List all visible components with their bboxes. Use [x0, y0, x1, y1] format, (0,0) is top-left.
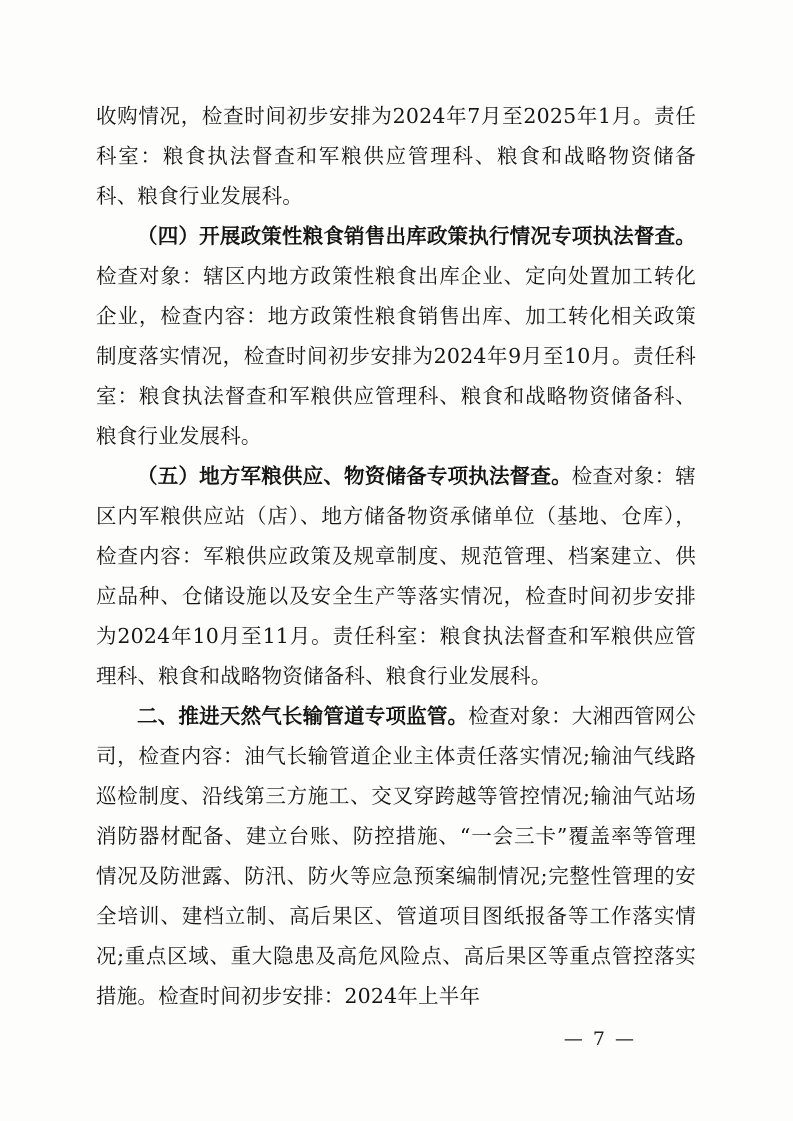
- paragraph-1: [96, 96, 696, 216]
- paragraph-3-text: 检查对象：辖区内军粮供应站（店）、地方储备物资承储单位（基地、仓库），检查内容：军粮供应政策及规章制度、规范管理、档案建立、供应品种、仓储设施以及安全生产等落实情况，检查时间初步安排为2024年10月至11月。责任科室：粮食执法督查和军粮供应管理科、粮食和战略物资储备科、粮食行业发展科。: [96, 464, 696, 688]
- paragraph-2-lead: （四）开展政策性粮食销售出库政策执行情况专项执法督查。: [137, 224, 696, 248]
- paragraph-4-text: 检查对象：大湘西管网公司，检查内容：油气长输管道企业主体责任落实情况;输油气线路巡检制度、沿线第三方施工、交叉穿跨越等管控情况;输油气站场消防器材配备、建立台账、防控措施、“一会三卡”覆盖率等管理情况及防泄露、防汛、防火等应急预案编制情况;完整性管理的安全培训、建档立制、高后果区、管道项目图纸报备等工作落实情况;重点区域、重大隐患及高危风险点、高后果区等重点管控落实措施。检查时间初步安排：2024年上半年: [96, 704, 697, 1008]
- paragraph-3-lead: （五）地方军粮供应、物资储备专项执法督查。: [137, 464, 572, 488]
- page-number: — 7 —: [563, 1028, 636, 1050]
- page-body: [96, 96, 697, 1050]
- paragraph-1-text: 收购情况，检查时间初步安排为2024年7月至2025年1月。责任科室：粮食执法督查和军粮供应管理科、粮食和战略物资储备科、粮食行业发展科。: [96, 104, 696, 208]
- paragraph-3: [96, 456, 696, 696]
- paragraph-2-text: 检查对象：辖区内地方政策性粮食出库企业、定向处置加工转化企业，检查内容：地方政策性粮食销售出库、加工转化相关政策制度落实情况，检查时间初步安排为2024年9月至10月。责任科室：粮食执法督查和军粮供应管理科、粮食和战略物资储备科、粮食行业发展科。: [96, 264, 696, 448]
- paragraph-2: [96, 216, 696, 456]
- paragraph-4-lead: 二、推进天然气长输管道专项监管。: [137, 704, 469, 728]
- paragraph-4: [96, 696, 696, 1016]
